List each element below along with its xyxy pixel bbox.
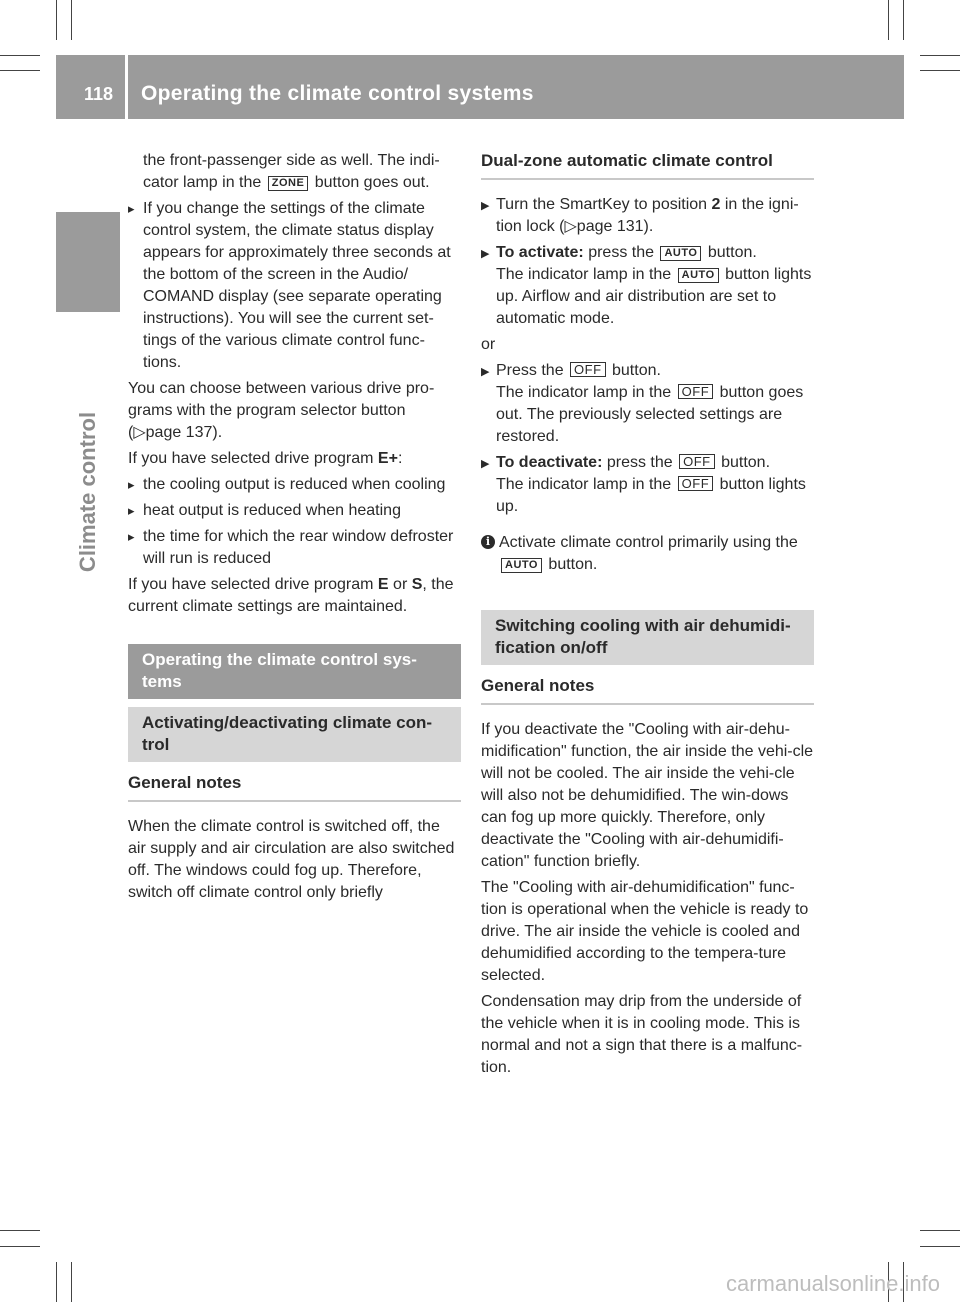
text: button. xyxy=(707,244,757,261)
text: The indicator lamp in the xyxy=(496,384,672,401)
off-button-icon: OFF xyxy=(679,454,715,469)
header-divider xyxy=(125,55,128,119)
step-label: To deactivate: xyxy=(496,454,603,471)
zone-button-icon: ZONE xyxy=(268,176,309,191)
text: Press the xyxy=(496,362,564,379)
paragraph: Condensation may drip from the underside of the vehicle when it is in cooling mode. This is normal and not a sign that there is a malfunc-tion. xyxy=(481,993,803,1076)
info-note xyxy=(481,532,814,576)
text: button goes out. The previously selected settings are restored. xyxy=(496,384,804,445)
step xyxy=(481,242,814,330)
side-tab xyxy=(56,212,120,312)
subheading: Dual-zone automatic climate control xyxy=(481,150,814,180)
paragraph: The "Cooling with air-dehumidification" func-tion is operational when the vehicle is ready to drive. The air inside the vehicle is cooled and dehumidified according to the tempera-ture selected. xyxy=(481,879,809,984)
watermark: carmanualsonline.info xyxy=(725,1271,940,1296)
left-column xyxy=(128,150,461,908)
text: press the xyxy=(588,244,654,261)
crop-mark xyxy=(920,1246,960,1247)
drive-program-label: E+ xyxy=(377,450,398,467)
or-label: or xyxy=(481,336,496,353)
off-button-icon: OFF xyxy=(678,476,714,491)
crop-mark xyxy=(0,55,40,56)
section-heading: Switching cooling with air dehumidi-fication on/off xyxy=(481,610,814,665)
list-item: ▸ the cooling output is reduced when cooling xyxy=(128,474,461,496)
text: or xyxy=(393,576,408,593)
subsection-heading: Activating/deactivating climate con-trol xyxy=(128,707,461,762)
side-tab-label: Climate control xyxy=(75,411,100,573)
auto-button-icon: AUTO xyxy=(501,558,542,573)
side-tab-label-box xyxy=(56,312,120,672)
text: If you have selected drive program xyxy=(128,450,374,467)
step xyxy=(481,452,814,518)
crop-mark xyxy=(920,55,960,56)
crop-mark xyxy=(920,1230,960,1231)
list-item: ▸ heat output is reduced when heating xyxy=(128,500,461,522)
page-reference: (▷ page 131 ). xyxy=(559,218,653,235)
drive-program-label: S xyxy=(411,576,423,593)
crop-mark xyxy=(56,1262,57,1302)
text: You can choose between various drive pro-grams with the program selector button xyxy=(128,380,435,419)
auto-button-icon: AUTO xyxy=(678,268,719,283)
paragraph xyxy=(128,448,461,470)
list-item: ▸ the time for which the rear window defroster will run is reduced xyxy=(128,526,461,570)
paragraph xyxy=(128,378,461,444)
step xyxy=(481,360,814,448)
right-column xyxy=(481,150,814,1083)
paragraph: When the climate control is switched off, the air supply and air circulation are also switched off. The windows could fog up. Therefore, switch off climate control only briefly xyxy=(128,818,455,901)
position-label: 2 xyxy=(711,196,721,213)
page-reference: (▷ page 137 ). xyxy=(128,424,222,441)
text: press the xyxy=(606,454,673,471)
auto-button-icon: AUTO xyxy=(660,246,701,261)
crop-mark xyxy=(0,1230,40,1231)
page-number: 118 xyxy=(84,84,114,104)
text: The indicator lamp in the xyxy=(496,266,672,283)
page-title: Operating the climate control systems xyxy=(141,82,534,105)
text: The indicator lamp in the xyxy=(496,476,672,493)
text: If you have selected drive program xyxy=(128,576,374,593)
crop-mark xyxy=(888,0,889,40)
off-button-icon: OFF xyxy=(678,384,714,399)
text: button lights up. Airflow and air distribution are set to automatic mode. xyxy=(496,266,812,327)
paragraph: If you deactivate the "Cooling with air-dehu-midification" function, the air inside the vehi-cle will not be cooled. The air inside the vehi-cle will also not be dehumidified. The win-dows can fog up more quickly. Therefore, only deactivate the "Cooling with air-dehumidifi-cation" function briefly. xyxy=(481,721,814,870)
crop-mark xyxy=(56,0,57,40)
step-label: To activate: xyxy=(496,244,584,261)
text: , the current climate settings are maintained. xyxy=(128,576,454,615)
subheading: General notes xyxy=(481,675,814,705)
text: button. xyxy=(612,362,661,379)
section-heading: Operating the climate control sys-tems xyxy=(128,644,461,699)
paragraph xyxy=(128,150,461,194)
paragraph xyxy=(128,574,461,618)
text: button goes out. xyxy=(314,174,430,191)
text: : xyxy=(397,450,403,467)
info-icon: i xyxy=(481,535,495,549)
crop-mark xyxy=(71,0,72,40)
text: the front-passenger side as well. The indi-cator lamp in the xyxy=(143,152,440,191)
list-item: ▸ If you change the settings of the climate control system, the climate status display appears for approximately three seconds at the bottom of the screen in the Audio/ COMAND display (see separate operating instructions). You will see the current set-tings of the various climate control func-tions. xyxy=(128,198,461,374)
text: Turn the SmartKey to position xyxy=(496,196,708,213)
text: in the igni-tion lock xyxy=(496,196,799,235)
drive-program-label: E xyxy=(377,576,389,593)
text: button. xyxy=(548,556,598,573)
crop-mark xyxy=(0,70,40,71)
crop-mark xyxy=(903,0,904,40)
crop-mark xyxy=(71,1262,72,1302)
step xyxy=(481,194,814,238)
crop-mark xyxy=(920,70,960,71)
text: button. xyxy=(721,454,771,471)
text: Activate climate control primarily using the xyxy=(499,534,798,551)
subheading: General notes xyxy=(128,772,461,802)
off-button-icon: OFF xyxy=(570,362,606,377)
text: button lights up. xyxy=(496,476,806,515)
crop-mark xyxy=(0,1246,40,1247)
